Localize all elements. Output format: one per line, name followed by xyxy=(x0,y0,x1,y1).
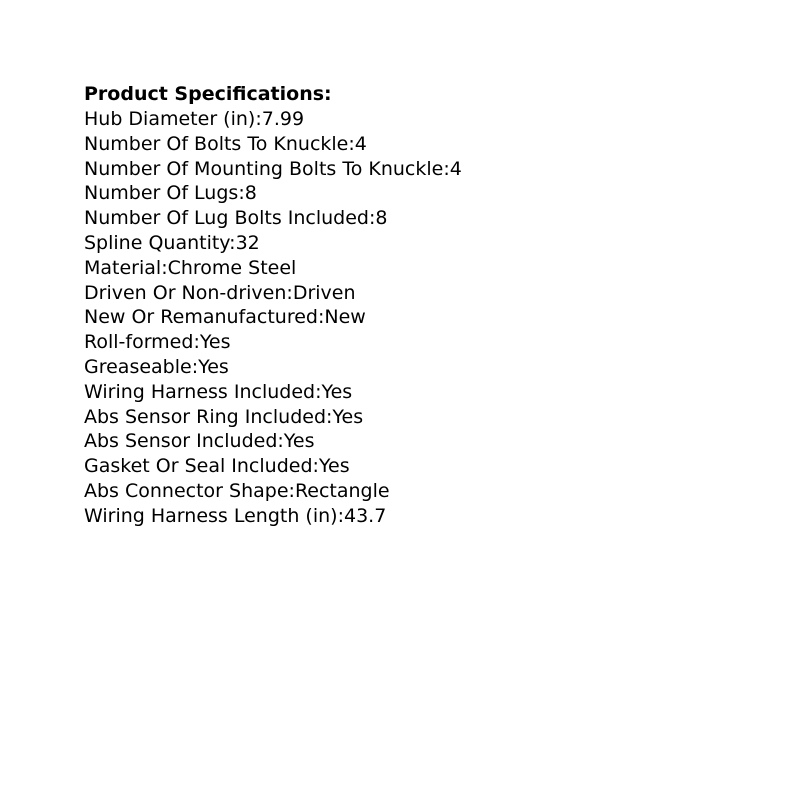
spec-row-gasket-seal: Gasket Or Seal Included:Yes xyxy=(84,455,350,478)
specs-heading: Product Specifications: xyxy=(84,83,332,105)
product-specifications xyxy=(84,82,462,529)
spec-row-material: Material:Chrome Steel xyxy=(84,256,297,279)
spec-value: Yes xyxy=(318,455,350,478)
spec-value: Yes xyxy=(321,380,353,403)
spec-row-abs-sensor: Abs Sensor Included:Yes xyxy=(84,430,315,453)
spec-value: Yes xyxy=(332,405,364,428)
spec-label: Number Of Lugs xyxy=(84,182,239,205)
spec-value: 8 xyxy=(244,182,257,205)
spec-value: Rectangle xyxy=(294,479,390,502)
spec-row-abs-sensor-ring: Abs Sensor Ring Included:Yes xyxy=(84,405,364,428)
spec-label: Spline Quantity xyxy=(84,231,230,254)
spec-label: Abs Sensor Included xyxy=(84,430,278,453)
spec-label: Abs Sensor Ring Included xyxy=(84,405,327,428)
spec-value: Chrome Steel xyxy=(167,256,297,279)
spec-row-driven: Driven Or Non-driven:Driven xyxy=(84,281,356,304)
spec-label: Number Of Bolts To Knuckle xyxy=(84,132,349,155)
spec-row-roll-formed: Roll-formed:Yes xyxy=(84,331,231,354)
spec-label: Wiring Harness Length (in) xyxy=(84,504,338,527)
spec-value: Yes xyxy=(283,430,315,453)
spec-label: Hub Diameter (in) xyxy=(84,108,256,130)
spec-value: Driven xyxy=(292,281,356,304)
spec-row-abs-connector-shape: Abs Connector Shape:Rectangle xyxy=(84,479,390,502)
spec-label: Gasket Or Seal Included xyxy=(84,455,313,478)
spec-value: 4 xyxy=(354,132,367,155)
spec-value: New xyxy=(324,306,366,329)
spec-label: Number Of Mounting Bolts To Knuckle xyxy=(84,157,444,180)
spec-value: Yes xyxy=(198,355,229,378)
spec-list xyxy=(84,107,462,529)
spec-label: Greaseable xyxy=(84,355,192,378)
spec-row-wiring-harness-length: Wiring Harness Length (in):43.7 xyxy=(84,504,387,527)
spec-row-wiring-harness-included: Wiring Harness Included:Yes xyxy=(84,380,353,403)
spec-row-hub-diameter: Hub Diameter (in):7.99 xyxy=(84,108,305,130)
spec-value: 7.99 xyxy=(261,108,305,130)
spec-label: Number Of Lug Bolts Included xyxy=(84,207,369,230)
spec-label: New Or Remanufactured xyxy=(84,306,318,329)
spec-row-spline-quantity: Spline Quantity:32 xyxy=(84,231,260,254)
spec-value: 4 xyxy=(449,157,462,180)
spec-value: 43.7 xyxy=(343,504,387,527)
spec-row-new-or-reman: New Or Remanufactured:New xyxy=(84,306,366,329)
spec-row-lugs: Number Of Lugs:8 xyxy=(84,182,257,205)
spec-value: 32 xyxy=(235,231,260,254)
spec-row-mounting-bolts: Number Of Mounting Bolts To Knuckle:4 xyxy=(84,157,462,180)
spec-label: Roll-formed xyxy=(84,331,194,354)
spec-label: Driven Or Non-driven xyxy=(84,281,287,304)
spec-row-greaseable: Greaseable:Yes xyxy=(84,355,229,378)
spec-row-bolts-to-knuckle: Number Of Bolts To Knuckle:4 xyxy=(84,132,367,155)
spec-label: Material xyxy=(84,256,162,279)
spec-value: 8 xyxy=(375,207,388,230)
spec-row-lug-bolts: Number Of Lug Bolts Included:8 xyxy=(84,207,388,230)
spec-label: Wiring Harness Included xyxy=(84,380,316,403)
spec-label: Abs Connector Shape xyxy=(84,479,289,502)
spec-value: Yes xyxy=(199,331,231,354)
